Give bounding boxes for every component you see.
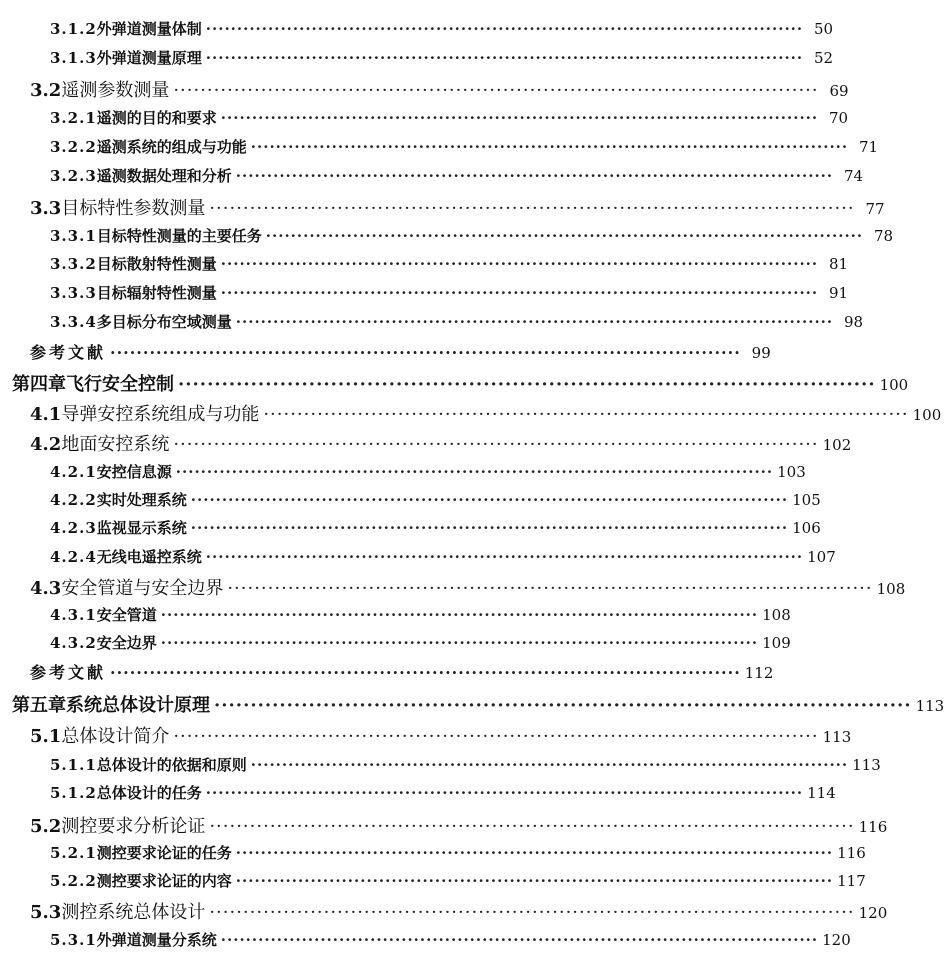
toc-page: 117 [837,872,866,890]
toc-number: 第五章 [12,695,66,716]
toc-page: 74 [844,167,864,185]
toc-entry [50,842,866,863]
toc-number: 5.1.1 [50,756,97,774]
toc-page: 99 [751,344,771,362]
toc-leader: ································································································ [190,519,789,537]
toc-title: 测控要求论证的内容 [96,872,232,890]
toc-entry [50,225,894,246]
toc-entry [50,461,806,482]
toc-entry [50,47,834,68]
toc-page: 113 [822,728,852,746]
toc-page: 77 [865,200,885,218]
toc-title: 参考文献 [30,663,107,682]
toc-leader: ································································································ [178,374,876,395]
toc-leader: ································································································ [250,756,849,774]
toc-title: 总体设计的任务 [96,784,202,802]
toc-number: 4.2.4 [50,548,97,566]
toc-leader: ································································································ [205,49,804,67]
toc-entry [30,76,849,102]
toc-entry [30,812,888,838]
toc-number: 4.1 [30,404,62,425]
toc-title: 无线电遥控系统 [96,548,202,566]
toc-entry [50,282,849,303]
toc-number: 3.2.3 [50,167,97,185]
toc-page: 102 [822,436,852,454]
toc-entry [30,722,852,748]
toc-entry [12,370,909,396]
toc-title: 安全管道 [96,606,157,624]
toc-page: 113 [915,697,944,715]
toc-page: 107 [807,548,836,566]
toc-leader: ································································································ [205,784,804,802]
toc-entry [30,194,885,220]
toc-title: 测控要求论证的任务 [96,844,232,862]
toc-number: 3.2.1 [50,109,97,127]
toc-page: 100 [912,406,942,424]
toc-page: 106 [792,519,821,537]
toc-leader: ································································································ [235,872,834,890]
toc-title: 地面安控系统 [61,434,170,455]
toc-number: 4.3.2 [50,634,97,652]
toc-page: 52 [814,49,834,67]
toc-leader: ································································································ [227,578,873,599]
toc-entry [50,754,881,775]
toc-number: 4.2 [30,434,62,455]
toc-leader: ································································································ [190,491,789,509]
toc-title: 测控系统总体设计 [61,902,206,923]
toc-entry [30,898,888,924]
toc-page: 98 [844,313,864,331]
toc-page: 108 [762,606,791,624]
toc-page: 103 [777,463,806,481]
toc-page: 108 [876,580,906,598]
toc-entry [50,546,836,567]
toc-leader: ································································································ [160,634,759,652]
toc-title: 目标特性测量的主要任务 [96,227,262,245]
toc-entry [50,253,849,274]
toc-number: 4.2.3 [50,519,97,537]
toc-number: 3.3.3 [50,284,97,302]
toc-number: 3.1.2 [50,20,97,38]
toc-leader: ································································································ [220,255,819,273]
toc-title: 目标散射特性测量 [96,255,217,273]
toc-entry [30,400,942,426]
toc-number: 4.3 [30,578,62,599]
toc-page: 50 [814,20,834,38]
toc-entry [50,782,836,803]
toc-title: 遥测参数测量 [61,80,170,101]
toc-entry [50,107,849,128]
toc-title: 总体设计的依据和原则 [96,756,247,774]
toc-leader: ································································································ [110,343,741,362]
toc-page: 78 [874,227,894,245]
toc-page: 105 [792,491,821,509]
toc-number: 3.1.3 [50,49,97,67]
toc-entry [12,691,944,717]
toc-title: 外弹道测量分系统 [96,931,217,949]
toc-leader: ································································································ [110,663,741,682]
toc-entry [50,517,821,538]
toc-number: 3.2 [30,80,62,101]
toc-entry [30,660,774,683]
toc-leader: ································································································ [173,434,819,455]
toc-number: 3.3.2 [50,255,97,273]
toc-leader: ································································································ [265,227,864,245]
toc-title: 导弹安控系统组成与功能 [61,404,260,425]
toc-page: 81 [829,255,849,273]
toc-title: 实时处理系统 [96,491,187,509]
toc-title: 遥测的目的和要求 [96,109,217,127]
toc-leader: ································································································ [209,198,855,219]
toc-title: 目标辐射特性测量 [96,284,217,302]
toc-entry [50,136,879,157]
toc-title: 外弹道测量体制 [96,20,202,38]
toc-page: 114 [807,784,836,802]
toc-page: 71 [859,138,879,156]
toc-entry [50,632,791,653]
toc-title: 总体设计简介 [61,726,170,747]
toc-title: 监视显示系统 [96,519,187,537]
toc-title: 安控信息源 [96,463,172,481]
toc-title: 遥测数据处理和分析 [96,167,232,185]
toc-title: 安全管道与安全边界 [61,578,224,599]
toc-leader: ································································································ [173,80,819,101]
toc-title: 安全边界 [96,634,157,652]
toc-number: 5.2 [30,816,62,837]
toc-leader: ································································································ [235,844,834,862]
toc-leader: ································································································ [235,167,834,185]
toc-entry [50,489,821,510]
toc-page: 100 [879,376,909,394]
toc-title: 飞行安全控制 [66,374,174,395]
toc-page: 109 [762,634,791,652]
toc-leader: ································································································ [205,20,804,38]
toc-title: 多目标分布空域测量 [96,313,232,331]
toc-number: 3.3 [30,198,62,219]
toc-number: 4.3.1 [50,606,97,624]
toc-page: 113 [852,756,881,774]
toc-number: 5.3 [30,902,62,923]
toc-entry [30,340,771,363]
toc-entry [50,604,791,625]
toc-leader: ································································································ [173,726,819,747]
toc-leader: ································································································ [209,816,855,837]
toc-page: 69 [829,82,849,100]
toc-title: 遥测系统的组成与功能 [96,138,247,156]
toc-number: 3.3.4 [50,313,97,331]
toc-title: 系统总体设计原理 [66,695,210,716]
toc-entry [50,929,851,950]
toc-page: 116 [858,818,888,836]
toc-leader: ································································································ [220,109,819,127]
toc-page: 112 [744,664,774,682]
toc-number: 5.1 [30,726,62,747]
toc-number: 5.3.1 [50,931,97,949]
toc-page: 120 [822,931,851,949]
toc-leader: ································································································ [250,138,849,156]
toc-page: 116 [837,844,866,862]
toc-title: 测控要求分析论证 [61,816,206,837]
toc-entry [50,18,834,39]
toc-entry [30,430,852,456]
toc-leader: ································································································ [209,902,855,923]
toc-number: 5.1.2 [50,784,97,802]
toc-entry [50,165,864,186]
toc-title: 参考文献 [30,343,107,362]
toc-leader: ································································································ [235,313,834,331]
toc-leader: ································································································ [205,548,804,566]
toc-page: 120 [858,904,888,922]
toc-leader: ································································································ [263,404,909,425]
toc-page: 70 [829,109,849,127]
toc-leader: ································································································ [175,463,774,481]
toc-number: 第四章 [12,374,66,395]
toc-number: 3.3.1 [50,227,97,245]
toc-number: 3.2.2 [50,138,97,156]
toc-leader: ································································································ [160,606,759,624]
toc-number: 5.2.2 [50,872,97,890]
toc-number: 4.2.1 [50,463,97,481]
toc-title: 外弹道测量原理 [96,49,202,67]
toc-page: 91 [829,284,849,302]
toc-entry [50,311,864,332]
toc-number: 4.2.2 [50,491,97,509]
toc-number: 5.2.1 [50,844,97,862]
toc-entry [50,870,866,891]
toc-entry [30,574,906,600]
toc-title: 目标特性参数测量 [61,198,206,219]
toc-leader: ································································································ [220,931,819,949]
toc-leader: ································································································ [220,284,819,302]
toc-leader: ································································································ [214,695,912,716]
